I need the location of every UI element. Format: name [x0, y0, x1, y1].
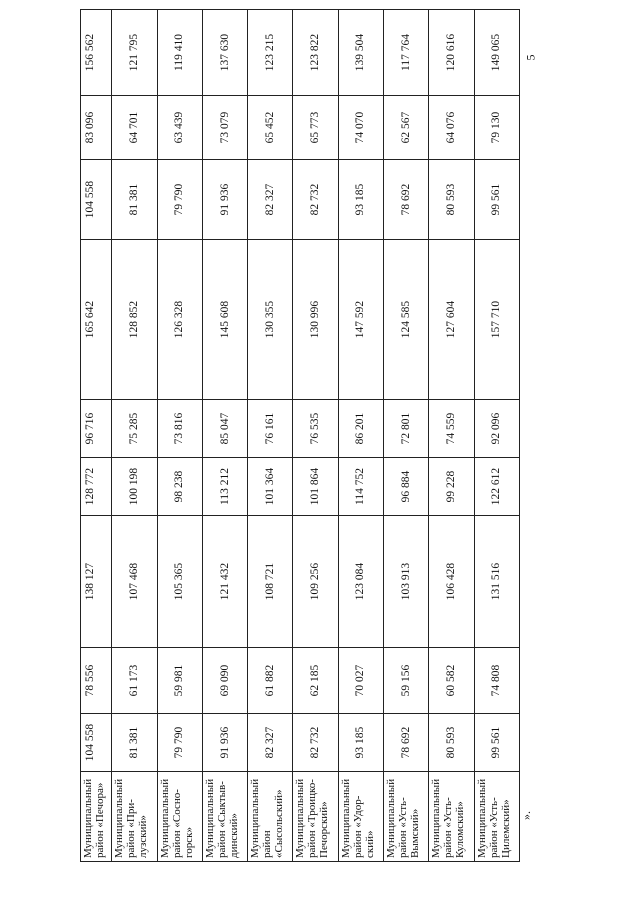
- value-cell: 79 790: [157, 160, 202, 240]
- value-cell: 62 567: [384, 96, 429, 160]
- value-cell: 59 156: [384, 648, 429, 714]
- table-row: [81, 10, 112, 862]
- table-row: [474, 10, 519, 862]
- value-cell: 82 732: [293, 160, 338, 240]
- value-cell: 124 585: [384, 240, 429, 400]
- district-name-cell: Муниципальный район «Сосно-горск»: [157, 772, 202, 862]
- value-cell: 122 612: [474, 458, 519, 516]
- value-cell: 61 173: [112, 648, 157, 714]
- value-cell: 145 608: [202, 240, 247, 400]
- value-cell: 108 721: [248, 516, 293, 648]
- value-cell: 131 516: [474, 516, 519, 648]
- table-row: [429, 10, 474, 862]
- value-cell: 85 047: [202, 400, 247, 458]
- value-cell: 157 710: [474, 240, 519, 400]
- value-cell: 109 256: [293, 516, 338, 648]
- value-cell: 130 355: [248, 240, 293, 400]
- value-cell: 76 161: [248, 400, 293, 458]
- value-cell: 64 076: [429, 96, 474, 160]
- value-cell: 96 716: [81, 400, 112, 458]
- table-row: [248, 10, 293, 862]
- value-cell: 80 593: [429, 714, 474, 772]
- table-row: [202, 10, 247, 862]
- value-cell: 123 215: [248, 10, 293, 96]
- value-cell: 156 562: [81, 10, 112, 96]
- value-cell: 74 070: [338, 96, 383, 160]
- value-cell: 114 752: [338, 458, 383, 516]
- value-cell: 59 981: [157, 648, 202, 714]
- rotated-table-frame: [80, 10, 520, 862]
- value-cell: 121 795: [112, 10, 157, 96]
- value-cell: 79 790: [157, 714, 202, 772]
- value-cell: 100 198: [112, 458, 157, 516]
- value-cell: 101 364: [248, 458, 293, 516]
- value-cell: 79 130: [474, 96, 519, 160]
- value-cell: 113 212: [202, 458, 247, 516]
- value-cell: 78 692: [384, 714, 429, 772]
- value-cell: 96 884: [384, 458, 429, 516]
- value-cell: 99 561: [474, 160, 519, 240]
- table-row: [293, 10, 338, 862]
- value-cell: 98 238: [157, 458, 202, 516]
- value-cell: 74 559: [429, 400, 474, 458]
- value-cell: 128 852: [112, 240, 157, 400]
- value-cell: 123 822: [293, 10, 338, 96]
- value-cell: 70 027: [338, 648, 383, 714]
- value-cell: 119 410: [157, 10, 202, 96]
- value-cell: 62 185: [293, 648, 338, 714]
- value-cell: 91 936: [202, 160, 247, 240]
- value-cell: 107 468: [112, 516, 157, 648]
- value-cell: 69 090: [202, 648, 247, 714]
- value-cell: 99 228: [429, 458, 474, 516]
- value-cell: 137 630: [202, 10, 247, 96]
- value-cell: 75 285: [112, 400, 157, 458]
- district-name-cell: Муниципальный район «Сыктыв-динский»: [202, 772, 247, 862]
- value-cell: 60 582: [429, 648, 474, 714]
- value-cell: 103 913: [384, 516, 429, 648]
- value-cell: 78 556: [81, 648, 112, 714]
- value-cell: 105 365: [157, 516, 202, 648]
- district-name-cell: Муниципальный район «При-лузский»: [112, 772, 157, 862]
- value-cell: 81 381: [112, 714, 157, 772]
- value-cell: 126 328: [157, 240, 202, 400]
- value-cell: 63 439: [157, 96, 202, 160]
- value-cell: 149 065: [474, 10, 519, 96]
- value-cell: 82 327: [248, 714, 293, 772]
- value-cell: 86 201: [338, 400, 383, 458]
- value-cell: 73 079: [202, 96, 247, 160]
- district-name-cell: Муниципальный район «Усть-Цилемский»: [474, 772, 519, 862]
- value-cell: 80 593: [429, 160, 474, 240]
- value-cell: 76 535: [293, 400, 338, 458]
- value-cell: 78 692: [384, 160, 429, 240]
- table-row: [384, 10, 429, 862]
- value-cell: 93 185: [338, 160, 383, 240]
- value-cell: 104 558: [81, 714, 112, 772]
- value-cell: 72 801: [384, 400, 429, 458]
- district-name-cell: Муниципальный район «Троицко-Печорский»: [293, 772, 338, 862]
- district-name-cell: Муниципальный район «Печора»: [81, 772, 112, 862]
- value-cell: 81 381: [112, 160, 157, 240]
- value-cell: 120 616: [429, 10, 474, 96]
- value-cell: 121 432: [202, 516, 247, 648]
- value-cell: 101 864: [293, 458, 338, 516]
- table-row: [112, 10, 157, 862]
- value-cell: 147 592: [338, 240, 383, 400]
- value-cell: 117 764: [384, 10, 429, 96]
- value-cell: 104 558: [81, 160, 112, 240]
- table-row: [338, 10, 383, 862]
- value-cell: 139 504: [338, 10, 383, 96]
- value-cell: 82 327: [248, 160, 293, 240]
- value-cell: 83 096: [81, 96, 112, 160]
- value-cell: 64 701: [112, 96, 157, 160]
- data-table: [80, 9, 520, 862]
- district-name-cell: Муниципальный район «Сысольский»: [248, 772, 293, 862]
- value-cell: 165 642: [81, 240, 112, 400]
- value-cell: 93 185: [338, 714, 383, 772]
- value-cell: 65 452: [248, 96, 293, 160]
- value-cell: 73 816: [157, 400, 202, 458]
- value-cell: 82 732: [293, 714, 338, 772]
- value-cell: 130 996: [293, 240, 338, 400]
- page-number: 5: [523, 54, 538, 61]
- table-row: [157, 10, 202, 862]
- district-name-cell: Муниципальный район «Удор-ский»: [338, 772, 383, 862]
- district-name-cell: Муниципальный район «Усть-Куломский»: [429, 772, 474, 862]
- value-cell: 128 772: [81, 458, 112, 516]
- value-cell: 65 773: [293, 96, 338, 160]
- value-cell: 74 808: [474, 648, 519, 714]
- value-cell: 92 096: [474, 400, 519, 458]
- closing-quote: ».: [519, 811, 533, 820]
- value-cell: 91 936: [202, 714, 247, 772]
- district-name-cell: Муниципальный район «Усть-Вымский»: [384, 772, 429, 862]
- value-cell: 99 561: [474, 714, 519, 772]
- value-cell: 106 428: [429, 516, 474, 648]
- table-container: [80, 10, 520, 862]
- table-body: [81, 10, 520, 862]
- value-cell: 138 127: [81, 516, 112, 648]
- value-cell: 61 882: [248, 648, 293, 714]
- value-cell: 127 604: [429, 240, 474, 400]
- value-cell: 123 084: [338, 516, 383, 648]
